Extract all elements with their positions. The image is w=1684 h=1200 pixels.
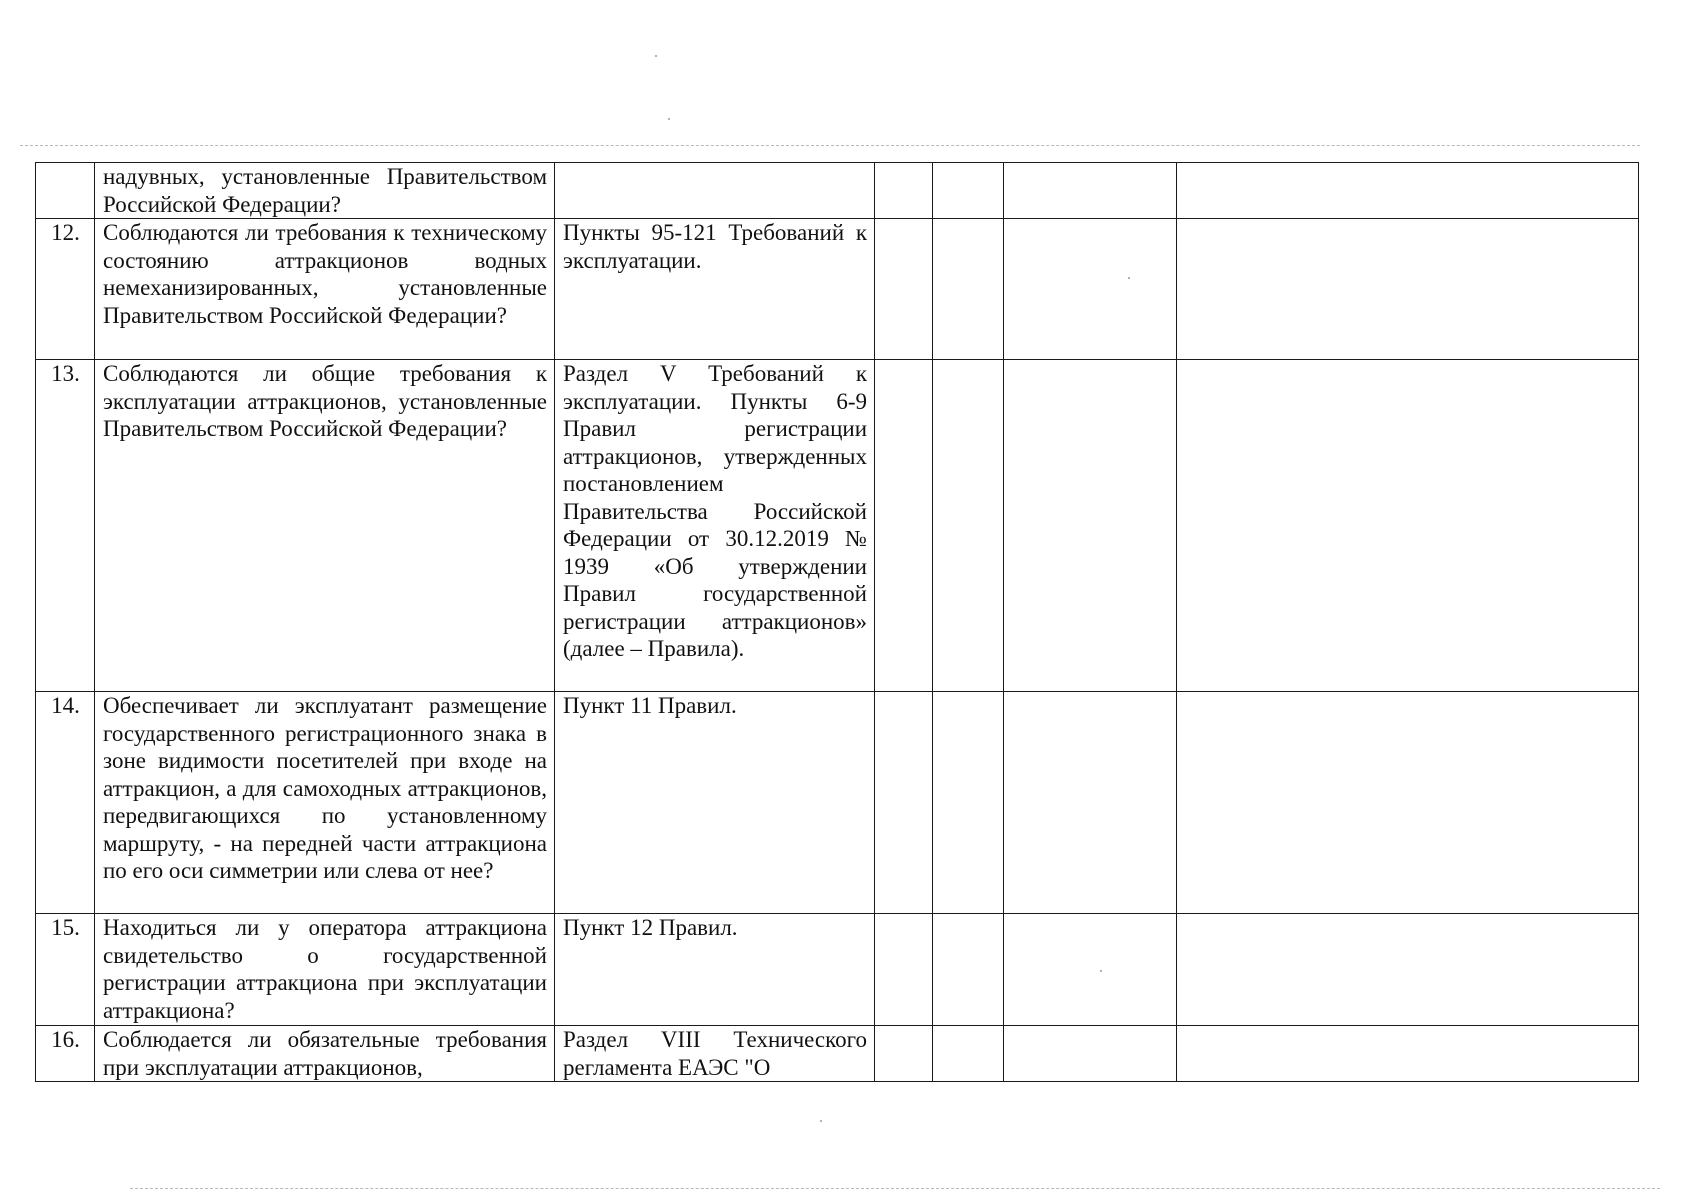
- scan-speck: [668, 118, 670, 120]
- notes-cell: [1177, 914, 1639, 1026]
- table-row: [36, 1026, 1639, 1082]
- reference-cell: Пункт 12 Правил.: [555, 914, 875, 1026]
- row-number: 16.: [36, 1026, 95, 1082]
- question-cell: надувных, установленные Правительством Российской Федерации?: [95, 163, 555, 219]
- table-row: [36, 360, 1639, 692]
- not-applicable-cell: [1004, 692, 1177, 914]
- notes-cell: [1177, 692, 1639, 914]
- no-cell: [933, 219, 1004, 360]
- no-cell: [933, 914, 1004, 1026]
- no-cell: [933, 360, 1004, 692]
- no-cell: [933, 163, 1004, 219]
- yes-cell: [875, 692, 933, 914]
- scan-artifact-line: [130, 1188, 1660, 1189]
- table-row: [36, 692, 1639, 914]
- reference-cell: Раздел V Требований к эксплуатации. Пункты 6-9 Правил регистрации аттракционов, утвержденных постановлением Правительства Российской Федерации от 30.12.2019 № 1939 «Об утверждении Правил государственной регистрации аттракционов» (далее – Правила).: [555, 360, 875, 692]
- yes-cell: [875, 914, 933, 1026]
- scan-artifact-line: [20, 145, 1640, 146]
- reference-cell: [555, 163, 875, 219]
- question-cell: Соблюдаются ли требования к техническому состоянию аттракционов водных немеханизированных, установленные Правительством Российской Федерации?: [95, 219, 555, 360]
- yes-cell: [875, 163, 933, 219]
- yes-cell: [875, 219, 933, 360]
- question-cell: Соблюдаются ли общие требования к эксплуатации аттракционов, установленные Правительством Российской Федерации?: [95, 360, 555, 692]
- notes-cell: [1177, 219, 1639, 360]
- question-cell: Обеспечивает ли эксплуатант размещение государственного регистрационного знака в зоне видимости посетителей при входе на аттракцион, а для самоходных аттракционов, передвигающихся по установленному маршруту, - на передней части аттракциона по его оси симметрии или слева от нее?: [95, 692, 555, 914]
- reference-cell: Раздел VIII Технического регламента ЕАЭС "О: [555, 1026, 875, 1082]
- row-number: [36, 163, 95, 219]
- notes-cell: [1177, 360, 1639, 692]
- scan-speck: [655, 55, 657, 57]
- question-cell: Находиться ли у оператора аттракциона свидетельство о государственной регистрации аттракциона при эксплуатации аттракциона?: [95, 914, 555, 1026]
- table-row: [36, 219, 1639, 360]
- row-number: 12.: [36, 219, 95, 360]
- not-applicable-cell: [1004, 360, 1177, 692]
- notes-cell: [1177, 1026, 1639, 1082]
- checklist-table: [35, 162, 1639, 1082]
- notes-cell: [1177, 163, 1639, 219]
- no-cell: [933, 692, 1004, 914]
- yes-cell: [875, 360, 933, 692]
- no-cell: [933, 1026, 1004, 1082]
- not-applicable-cell: [1004, 914, 1177, 1026]
- yes-cell: [875, 1026, 933, 1082]
- reference-cell: Пункты 95-121 Требований к эксплуатации.: [555, 219, 875, 360]
- table-row: [36, 914, 1639, 1026]
- not-applicable-cell: [1004, 163, 1177, 219]
- reference-cell: Пункт 11 Правил.: [555, 692, 875, 914]
- question-cell: Соблюдается ли обязательные требования при эксплуатации аттракционов,: [95, 1026, 555, 1082]
- row-number: 13.: [36, 360, 95, 692]
- not-applicable-cell: [1004, 1026, 1177, 1082]
- row-number: 14.: [36, 692, 95, 914]
- table-row: [36, 163, 1639, 219]
- row-number: 15.: [36, 914, 95, 1026]
- not-applicable-cell: [1004, 219, 1177, 360]
- scan-speck: [820, 1120, 822, 1122]
